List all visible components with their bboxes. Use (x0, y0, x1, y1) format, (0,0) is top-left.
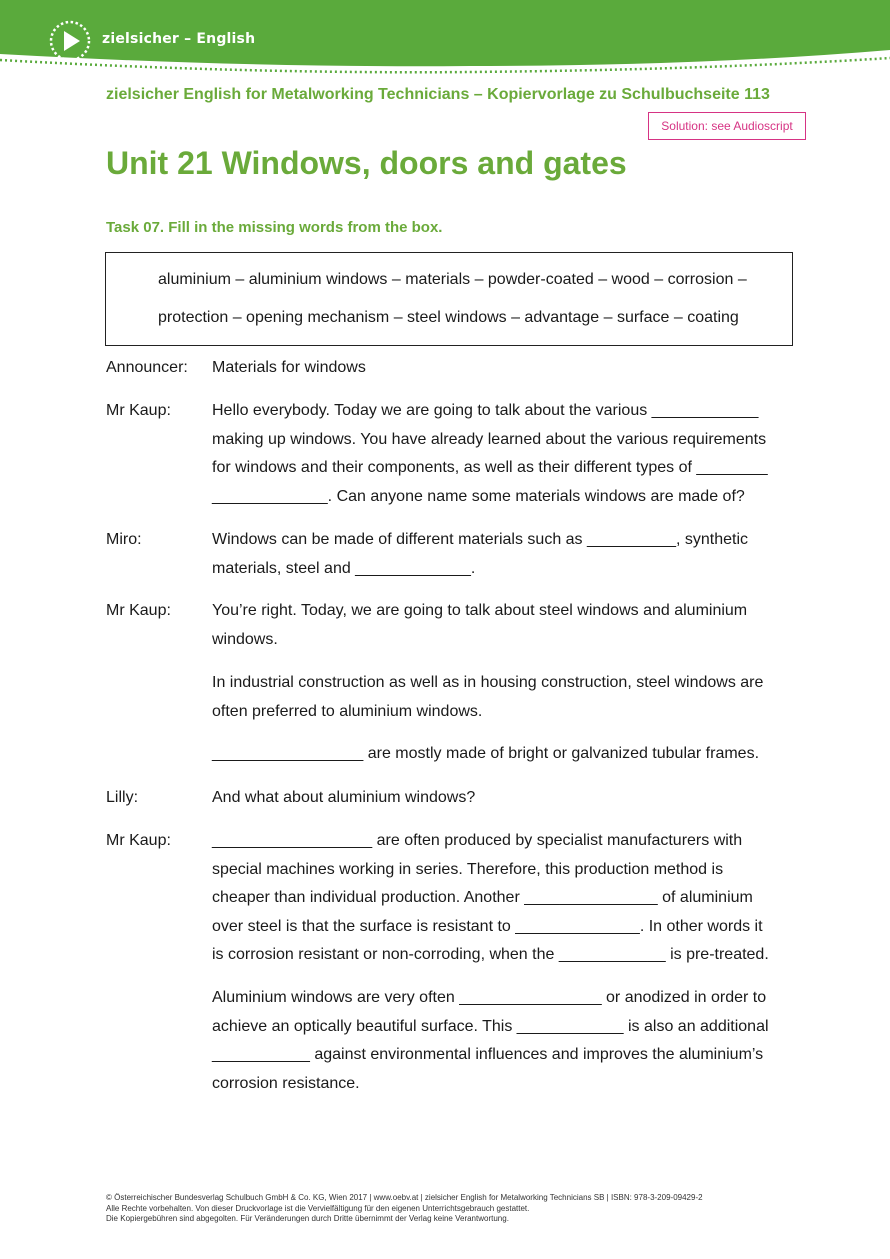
dialogue-line: materials, steel and _____________. (212, 559, 476, 577)
dialogue-line: Windows can be made of different materials such as __________, synthetic (212, 531, 749, 548)
word-box-line: protection – opening mechanism – steel windows – advantage – surface – coating (158, 309, 739, 326)
dialogue-line: windows. (212, 630, 278, 648)
dialogue-line: achieve an optically beautiful surface. This ____________ is also an additional (212, 1017, 769, 1035)
speaker-label: Announcer: (106, 359, 188, 376)
footer-line: © Österreichischer Bundesverlag Schulbuch GmbH & Co. KG, Wien 2017 | www.oebv.at | zielsicher English for Metalworking Technicians SB | ISBN: 978-3-209-09429-2 (106, 1193, 703, 1202)
speaker-label: Mr Kaup: (106, 402, 171, 419)
dialogue-line: is corrosion resistant or non-corroding, when the ____________ is pre-treated. (212, 946, 769, 963)
page-title: Unit 21 Windows, doors and gates (106, 145, 627, 181)
dialogue-line: _________________ are mostly made of bright or galvanized tubular frames. (212, 745, 760, 762)
dialogue-line: cheaper than individual production. Another _______________ of aluminium (212, 889, 753, 906)
dialogue-line: _____________. Can anyone name some materials windows are made of? (212, 487, 745, 505)
footer-line: Die Kopiergebühren sind abgegolten. Für Veränderungen durch Dritte übernimmt der Verlag keine Verantwortung. (106, 1214, 509, 1223)
page-subtitle: zielsicher English for Metalworking Technicians – Kopiervorlage zu Schulbuchseite 113 (106, 86, 770, 103)
speaker-label: Mr Kaup: (106, 832, 171, 849)
play-circle-icon (48, 19, 92, 63)
dialogue-line: You’re right. Today, we are going to talk about steel windows and aluminium (212, 602, 748, 619)
dialogue-line: And what about aluminium windows? (212, 789, 476, 806)
dialogue-line: __________________ are often produced by specialist manufacturers with (212, 832, 743, 849)
dialogue-line: Hello everybody. Today we are going to talk about the various ____________ (212, 402, 759, 419)
dialogue-line: special machines working in series. Therefore, this production method is (212, 860, 724, 878)
dialogue-line: often preferred to aluminium windows. (212, 702, 483, 720)
dialogue-line: for windows and their components, as well as their different types of ________ (212, 459, 768, 476)
dialogue-line: ___________ against environmental influences and improves the aluminium’s (212, 1046, 764, 1063)
speaker-label: Mr Kaup: (106, 602, 171, 619)
dialogue-line: corrosion resistance. (212, 1074, 360, 1092)
word-box-line: aluminium – aluminium windows – materials – powder-coated – wood – corrosion – (158, 271, 747, 288)
word-box (105, 252, 793, 346)
dialogue-line: Aluminium windows are very often ________________ or anodized in order to (212, 989, 767, 1006)
footer-copyright (106, 1193, 703, 1225)
brand-name: zielsicher – English (102, 31, 256, 47)
dialogue-line: over steel is that the surface is resistant to ______________. In other words it (212, 917, 763, 935)
task-instruction: Task 07. Fill in the missing words from the box. (106, 219, 443, 236)
speaker-label: Lilly: (106, 789, 139, 806)
dialogue-line: Materials for windows (212, 359, 366, 376)
dialogue-line: In industrial construction as well as in housing construction, steel windows are (212, 674, 764, 691)
footer-line: Alle Rechte vorbehalten. Von dieser Druckvorlage ist die Vervielfältigung für den eigenen Unterrichtsgebrauch gestattet. (106, 1203, 530, 1213)
speaker-label: Miro: (106, 531, 142, 548)
dialogue-line: making up windows. You have already learned about the various requirements (212, 430, 767, 448)
solution-note: Solution: see Audioscript (648, 112, 806, 140)
